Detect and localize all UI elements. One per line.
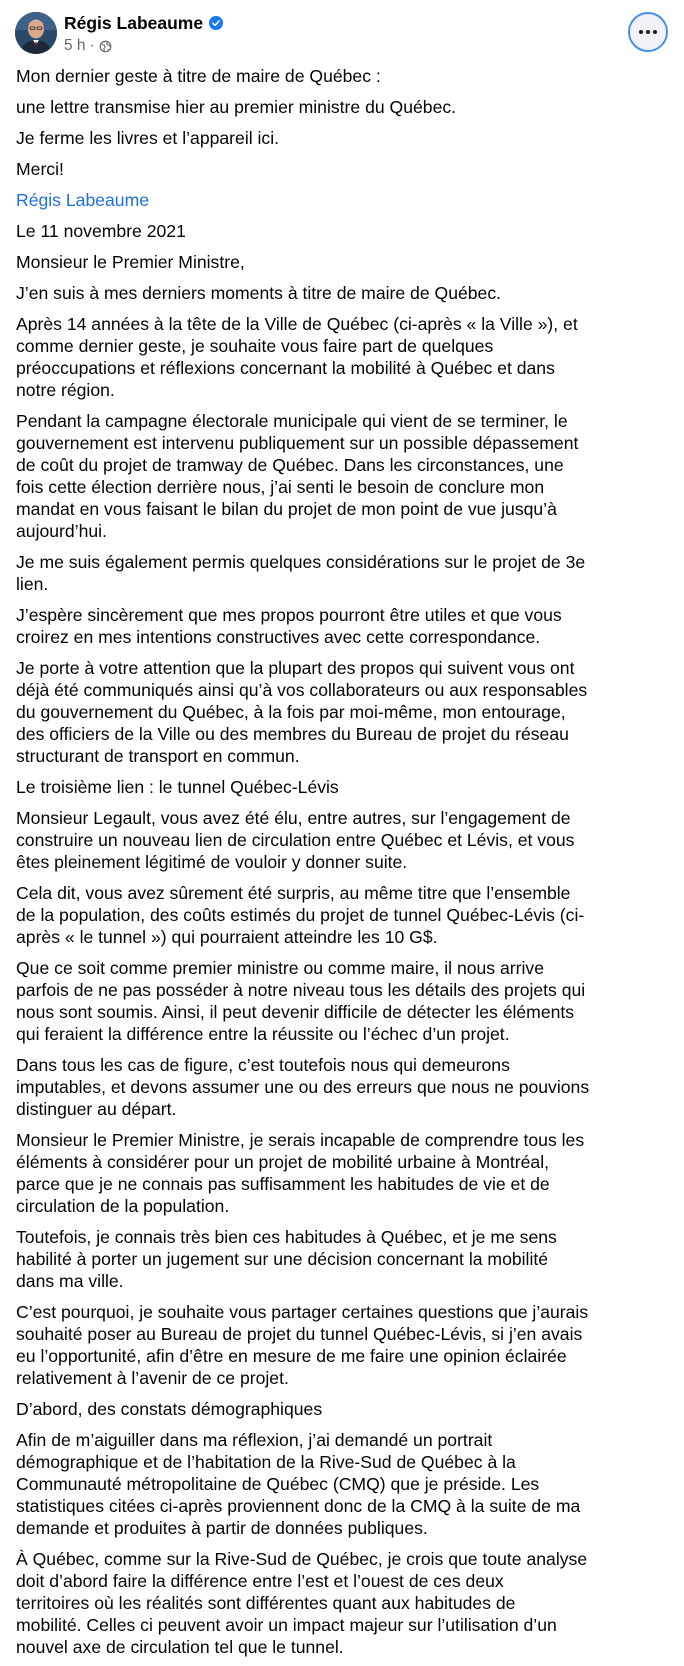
globe-icon[interactable] — [99, 40, 112, 53]
post-content — [16, 65, 668, 1666]
post-header — [0, 0, 684, 64]
meta-separator: · — [89, 37, 95, 54]
avatar-photo-icon — [15, 12, 57, 54]
post-timestamp[interactable]: 5 h — [64, 37, 86, 54]
post-paragraph: Après 14 années à la tête de la Ville de Québec (ci-après « la Ville »), et comme dernier geste, je souhaite vous faire part de quelques préoccupations et réflexions concernant la mobilité à Québec et dans notre région. — [16, 314, 578, 400]
post-paragraph: Je porte à votre attention que la plupart des propos qui suivent vous ont déjà été communiqués ainsi qu’à vos collaborateurs ou aux responsables du gouvernement du Québec, à la fois par moi-même, mon entourage, des officiers de la Ville ou des membres du Bureau de projet du réseau structurant de transport en commun. — [16, 658, 588, 766]
author-row — [64, 12, 223, 34]
author-name[interactable]: Régis Labeaume — [64, 12, 204, 33]
more-options-icon — [639, 30, 657, 34]
post-paragraph: une lettre transmise hier au premier ministre du Québec. — [16, 97, 457, 117]
post-paragraph: Je ferme les livres et l’appareil ici. — [16, 128, 280, 148]
post-paragraph: Je me suis également permis quelques considérations sur le projet de 3e lien. — [16, 552, 586, 594]
post-paragraph: Le 11 novembre 2021 — [16, 221, 186, 241]
author-avatar[interactable] — [15, 12, 57, 54]
post-paragraph: Monsieur le Premier Ministre, — [16, 252, 245, 272]
post-paragraph: À Québec, comme sur la Rive-Sud de Québec, je crois que toute analyse doit d’abord faire la différence entre l’est et l’ouest de ces deux territoires où les réalités sont différentes quant aux habitudes de mobilité. Celles ci peuvent avoir un impact majeur sur l’utilisation d’un nouvel axe de circulation tel que le tunnel. — [16, 1549, 588, 1657]
post-paragraph: Que ce soit comme premier ministre ou comme maire, il nous arrive parfois de ne pas posséder à notre niveau tous les détails des projets qui nous sont soumis. Ainsi, il peut devenir difficile de détecter les éléments qui feraient la différence entre la réussite ou l’échec d’un projet. — [16, 958, 586, 1044]
post-paragraph: Afin de m’aiguiller dans ma réflexion, j’ai demandé un portrait démographique et de l’habitation de la Rive-Sud de Québec à la Communauté métropolitaine de Québec (CMQ) que je préside. Les statistiques citées ci-après proviennent donc de la CMQ à la suite de ma demande et produites à partir de données publiques. — [16, 1430, 581, 1538]
more-options-button[interactable] — [628, 12, 668, 52]
post-paragraph: Merci! — [16, 159, 64, 179]
post-section-heading: Le troisième lien : le tunnel Québec-Lévis — [16, 777, 339, 797]
author-profile-link[interactable]: Régis Labeaume — [16, 190, 150, 210]
author-profile-link-paragraph — [16, 189, 668, 211]
post-paragraph: Mon dernier geste à titre de maire de Québec : — [16, 66, 381, 86]
post-paragraph: C’est pourquoi, je souhaite vous partager certaines questions que j’aurais souhaité poser au Bureau de projet du tunnel Québec-Lévis, si j’en avais eu l’opportunité, afin d’être en mesure de me faire une opinion éclairée relativement à l’avenir de ce projet. — [16, 1302, 589, 1388]
verified-badge-icon — [209, 16, 223, 30]
post-paragraph: Pendant la campagne électorale municipale qui vient de se terminer, le gouvernement est intervenu publiquement sur un possible dépassement de coût du projet de tramway de Québec. Dans les circonstances, une fois cette élection derrière nous, j’ai senti le besoin de conclure mon mandat en vous faisant le bilan du projet de mon point de vue jusqu’à aujourd’hui. — [16, 411, 579, 541]
post-paragraph: Cela dit, vous avez sûrement été surpris, au même titre que l’ensemble de la population, des coûts estimés du projet de tunnel Québec-Lévis (ci- après « le tunnel ») qui pourraient atteindre les 10 G$. — [16, 883, 585, 947]
post-section-heading: D’abord, des constats démographiques — [16, 1399, 323, 1419]
post-paragraph: J’espère sincèrement que mes propos pourront être utiles et que vous croirez en mes intentions constructives avec cette correspondance. — [16, 605, 562, 647]
post-meta — [64, 36, 112, 56]
post-paragraph: Monsieur le Premier Ministre, je serais incapable de comprendre tous les éléments à considérer pour un projet de mobilité urbaine à Montréal, parce que je ne connais pas suffisamment les habitudes de vie et de circulation de la population. — [16, 1130, 585, 1216]
post-paragraph: Toutefois, je connais très bien ces habitudes à Québec, et je me sens habilité à porter un jugement sur une décision concernant la mobilité dans ma ville. — [16, 1227, 557, 1291]
post-paragraph: Dans tous les cas de figure, c’est toutefois nous qui demeurons imputables, et devons assumer une ou des erreurs que nous ne pouvions distinguer au départ. — [16, 1055, 590, 1119]
post-paragraph: Monsieur Legault, vous avez été élu, entre autres, sur l’engagement de construire un nouveau lien de circulation entre Québec et Lévis, et vous êtes pleinement légitimé de vouloir y donner suite. — [16, 808, 575, 872]
post-paragraph: J’en suis à mes derniers moments à titre de maire de Québec. — [16, 283, 502, 303]
